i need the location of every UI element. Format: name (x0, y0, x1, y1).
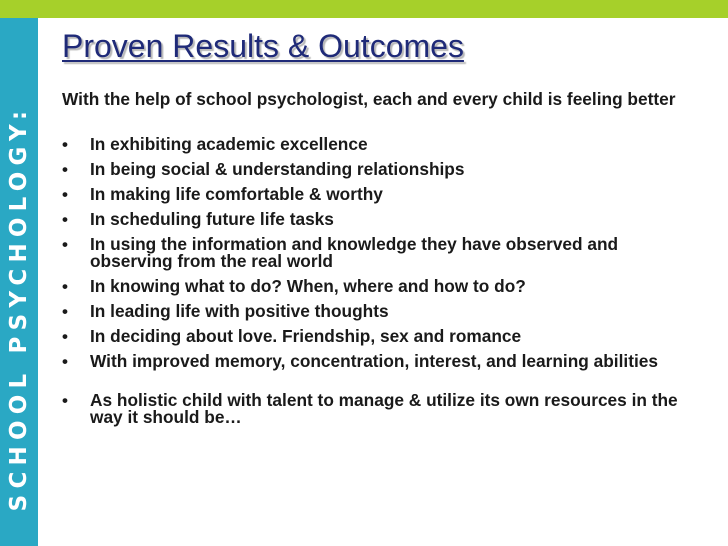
list-item-text: In making life comfortable & worthy (90, 184, 383, 204)
bullet-icon: • (62, 210, 68, 229)
list-item-text: With improved memory, concentration, interest, and learning abilities (90, 351, 658, 371)
list-item (62, 161, 692, 178)
top-accent-bar (0, 0, 728, 18)
bullet-icon: • (62, 352, 68, 371)
list-item (62, 136, 692, 153)
bullet-icon: • (62, 235, 68, 254)
side-accent-bar (0, 18, 38, 546)
bullet-icon: • (62, 391, 68, 410)
list-item-text: In scheduling future life tasks (90, 209, 334, 229)
bullet-icon: • (62, 302, 68, 321)
list-item (62, 186, 692, 203)
bullet-icon: • (62, 160, 68, 179)
intro-text: With the help of school psychologist, each and every child is feeling better (62, 89, 676, 109)
list-item-text: In exhibiting academic excellence (90, 134, 368, 154)
list-item (62, 303, 692, 320)
list-item (62, 236, 692, 270)
list-item (62, 353, 692, 370)
list-item (62, 278, 692, 295)
list-item (62, 211, 692, 228)
slide-title: Proven Results & Outcomes (62, 28, 464, 64)
bullet-icon: • (62, 135, 68, 154)
bullet-icon: • (62, 277, 68, 296)
list-item-text: In deciding about love. Friendship, sex and romance (90, 326, 522, 346)
list-item-text: In being social & understanding relationships (90, 159, 465, 179)
list-item-text: In leading life with positive thoughts (90, 301, 389, 321)
list-item (62, 328, 692, 345)
bullet-icon: • (62, 327, 68, 346)
bullet-list (62, 136, 692, 426)
list-item-text: As holistic child with talent to manage & utilize its own resources in the way it should be… (90, 390, 678, 427)
list-item-text: In knowing what to do? When, where and how to do? (90, 276, 526, 296)
bullet-icon: • (62, 185, 68, 204)
sidebar-label: SCHOOL PSYCHOLOGY: (6, 104, 32, 512)
list-item-text: In using the information and knowledge they have observed and observing from the real world (90, 234, 619, 271)
slide-content (62, 86, 692, 434)
list-item (62, 392, 692, 426)
